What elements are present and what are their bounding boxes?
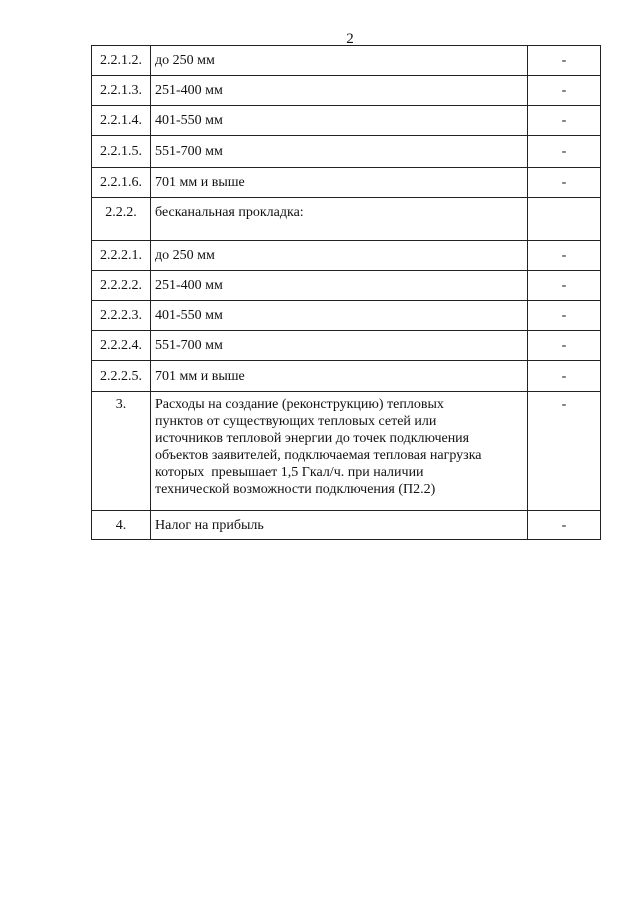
row-number: 2.2.1.3. xyxy=(92,76,151,106)
row-value: - xyxy=(528,511,601,540)
row-name-line: пунктов от существующих тепловых сетей или xyxy=(155,414,437,429)
row-name: 251-400 мм xyxy=(151,76,528,106)
row-number: 4. xyxy=(92,511,151,540)
row-number: 2.2.1.5. xyxy=(92,136,151,168)
table-row xyxy=(92,331,601,361)
row-name: 551-700 мм xyxy=(151,136,528,168)
row-number: 2.2.2.1. xyxy=(92,241,151,271)
row-value: - xyxy=(528,46,601,76)
table-row xyxy=(92,106,601,136)
row-value: - xyxy=(528,271,601,301)
table-row xyxy=(92,241,601,271)
table-row xyxy=(92,392,601,511)
row-value xyxy=(528,198,601,241)
row-name: 701 мм и выше xyxy=(151,361,528,392)
row-number: 2.2.2.3. xyxy=(92,301,151,331)
row-name: Налог на прибыль xyxy=(151,511,528,540)
row-number: 2.2.1.4. xyxy=(92,106,151,136)
row-name: 701 мм и выше xyxy=(151,168,528,198)
row-number: 2.2.2.4. xyxy=(92,331,151,361)
table-row xyxy=(92,271,601,301)
row-name: до 250 мм xyxy=(151,241,528,271)
row-value: - xyxy=(528,392,601,511)
row-value: - xyxy=(528,331,601,361)
row-value: - xyxy=(528,136,601,168)
row-name-line: источников тепловой энергии до точек подключения xyxy=(155,431,470,446)
row-name: 551-700 мм xyxy=(151,331,528,361)
row-value: - xyxy=(528,168,601,198)
table-row xyxy=(92,301,601,331)
cost-table xyxy=(91,45,601,540)
table-row xyxy=(92,511,601,540)
row-name: 251-400 мм xyxy=(151,271,528,301)
row-value: - xyxy=(528,361,601,392)
page-number: 2 xyxy=(346,31,354,47)
table-row xyxy=(92,198,601,241)
row-value: - xyxy=(528,76,601,106)
row-value: - xyxy=(528,301,601,331)
row-number: 3. xyxy=(92,392,151,511)
row-number: 2.2.1.6. xyxy=(92,168,151,198)
row-name-line: которых превышает 1,5 Гкал/ч. при наличии xyxy=(155,465,424,480)
table-row xyxy=(92,136,601,168)
table-row xyxy=(92,76,601,106)
row-number: 2.2.2. xyxy=(92,198,151,241)
row-name xyxy=(151,392,528,511)
row-value: - xyxy=(528,241,601,271)
row-name: бесканальная прокладка: xyxy=(151,198,528,241)
row-number: 2.2.2.5. xyxy=(92,361,151,392)
table-row xyxy=(92,46,601,76)
table-row xyxy=(92,361,601,392)
row-number: 2.2.2.2. xyxy=(92,271,151,301)
row-name: до 250 мм xyxy=(151,46,528,76)
row-number: 2.2.1.2. xyxy=(92,46,151,76)
row-name-line: Расходы на создание (реконструкцию) тепловых xyxy=(155,397,444,412)
table-row xyxy=(92,168,601,198)
row-name: 401-550 мм xyxy=(151,106,528,136)
row-name: 401-550 мм xyxy=(151,301,528,331)
row-name-line: технической возможности подключения (П2.2) xyxy=(155,482,436,497)
row-value: - xyxy=(528,106,601,136)
row-name-line: объектов заявителей, подключаемая тепловая нагрузка xyxy=(155,448,482,463)
